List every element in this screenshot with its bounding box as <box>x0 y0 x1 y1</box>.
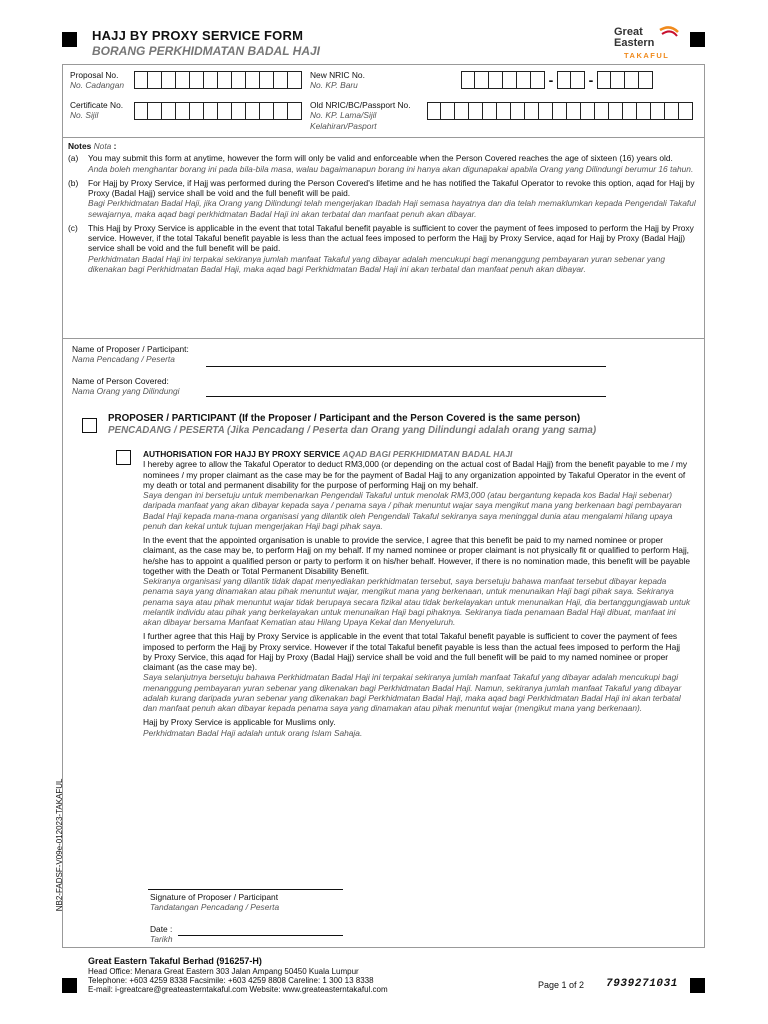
covered-name-label: Name of Person Covered: Nama Orang yang Dilindungi <box>72 376 180 397</box>
signature-label: Signature of Proposer / Participant Tandatangan Pencadang / Peserta <box>150 892 280 913</box>
form-title-my: BORANG PERKHIDMATAN BADAL HAJI <box>92 43 320 58</box>
authorisation-paragraph-3: I further agree that this Hajj by Proxy Service is applicable in the event that total Takaful benefit payable is sufficient to cover the payment of fees imposed to perform the Hajj by Proxy service. However if the total Takaful benefit payable is less than the actual fees imposed to perform the Hajj by Proxy Service, this aqad for Hajj by Proxy (Badal Hajj) service shall be void and the full benefit will be paid to my named nominee or proper claimant (as the case may be). Saya selanjutnya bersetuju bahawa Perkhidmatan Badal Haji ini terpakai sekiranya jumlah manfaat Takaful yang dibayar adalah mencukupi bagi menanggung pembayaran yuran sebenar yang dikenakan bagi Perkhidmatan Badal Haji. Namun, sekiranya jumlah manfaat Takaful yang dibayar adalah kurang daripada yuran sebenar yang dikenakan bagi Perkhidmatan Badal Haji, maka aqad bagi Perkhidmatan Badal Haji ini akan terbatal dan manfaat penuh akan dibayar kepada penama saya yang dinamakan atau pihak menuntut wajar (mengikut mana yang berkenaan). <box>143 631 682 713</box>
logo-text-eastern: Eastern <box>614 37 655 49</box>
note-item: (c) This Hajj by Proxy Service is applicable in the event that total Takaful benefit payable is sufficient to cover the payment of fees imposed to perform the Hajj by Proxy service. However, if the total Takaful benefit payable is less than the actual fees imposed to perform the Hajj by Proxy Service, aqad for Hajj by Proxy (Badal Hajj) service shall be void and the full benefit will be paid. Perkhidmatan Badal Haji ini terpakai sekiranya jumlah manfaat Takaful yang dibayar adalah mencukupi bagi menanggung pembayaran yuran sebenar yang dikenakan bagi Perkhidmatan Badal Haji, maka aqad bagi Perkhidmatan Badal Haji ini akan terbatal dan manfaat penuh akan dibayar. <box>68 222 694 274</box>
corner-mark-top-left <box>62 32 77 47</box>
proposer-name-label: Name of Proposer / Participant: Nama Pencadang / Peserta <box>72 344 189 365</box>
corner-mark-bottom-left <box>62 978 77 993</box>
authorisation-paragraph-4: Hajj by Proxy Service is applicable for Muslims only. Perkhidmatan Badal Haji adalah untuk orang Islam Sahaja. <box>143 717 363 738</box>
new-nric-label: New NRIC No. No. KP. Baru <box>310 70 365 91</box>
logo-text-takaful: TAKAFUL <box>624 51 670 60</box>
date-field[interactable] <box>178 935 343 936</box>
old-nric-input[interactable] <box>427 102 693 120</box>
footer-email: E-mail: i-greatcare@greateasterntakaful.com Website: www.greateasterntakaful.com <box>88 985 388 995</box>
date-label: Date : Tarikh <box>150 924 173 945</box>
logo-text-great: Great <box>614 26 643 38</box>
footer-company-info <box>88 956 528 995</box>
form-serial-number: 7939271031 <box>606 978 679 990</box>
authorisation-checkbox[interactable] <box>116 450 131 465</box>
certificate-no-label: Certificate No. No. Sijil <box>70 100 124 121</box>
page-number: Page 1 of 2 <box>538 980 585 990</box>
notes-divider <box>62 338 705 339</box>
nric-dash-2: - <box>588 72 594 88</box>
note-item: (b) For Hajj by Proxy Service, if Hajj was performed during the Person Covered's lifetime and he has notified the Takaful Operator to revoke this option, aqad for Hajj by Proxy (Badal Hajj) service shall be void and the full benefit will be paid. Bagi Perkhidmatan Badal Haji, jika Orang yang Dilindungi telah mengerjakan Ibadah Haji semasa hayatnya dan dia telah memaklumkan kepada Pengendali Takaful sewajarnya, maka aqad bagi perkhidmatan Badal Haji ini akan terbatal dan manfaat penuh akan dibayar. <box>68 177 696 219</box>
note-item: (a) You may submit this form at anytime, however the form will only be valid and enforceable when the Person Covered reaches the age of sixteen (16) years old. Anda boleh menghantar borang ini pada bila-bila masa, walau bagaimanapun borang ini hanya akan digunapakai apabila Orang yang Dilindungi berumur 16 tahun. <box>68 153 694 174</box>
proposer-section-title: PROPOSER / PARTICIPANT (If the Proposer / Participant and the Person Covered is the same person) PENCADANG / PESERTA (Jika Pencadang / Peserta dan Orang yang Dilindungi adalah orang yang sama) <box>108 413 597 436</box>
authorisation-title: AUTHORISATION FOR HAJJ BY PROXY SERVICE AQAD BAGI PERKHIDMATAN BADAL HAJI <box>143 449 513 459</box>
covered-name-field[interactable] <box>206 396 606 397</box>
great-eastern-logo <box>610 24 680 64</box>
footer-address: Head Office: Menara Great Eastern 303 Jalan Ampang 50450 Kuala Lumpur <box>88 966 359 976</box>
notes-heading: Notes Nota : <box>68 141 117 151</box>
form-code-vertical: NB2-FADSF-V09e-012023-TAKAFUL <box>55 778 65 912</box>
form-title-en: HAJJ BY PROXY SERVICE FORM <box>92 28 304 43</box>
authorisation-paragraph-2: In the event that the appointed organisation is unable to provide the service, I agree that this benefit be paid to my named nominee or proper claimant, as the case may be, to perform Hajj on my behalf. If my named nominee or proper claimant is not physically fit or qualified to perform Hajj, he/she has to appoint a qualified person or party to perform it on his/her behalf. However, if there is no nomination made, this benefit will be payable together with the Death or Total Permanent Disability Benefit. Sekiranya organisasi yang dilantik tidak dapat menyediakan perkhidmatan tersebut, saya bersetuju bahawa manfaat tersebut dibayar kepada penama saya yang dinamakan atau pihak menuntut wajar, mengikut mana yang berkenaan, untuk menunaikan Haji bagi pihak saya. Sekiranya penama saya atau pihak menuntut wajar tidak berupaya secara fizikal atau tidak berkelayakan untuk menunaikan Haji, dia bertanggungjawab untuk melantik individu atau pihak yang berkelayakan untuk menunaikan Haji bagi pihaknya. Sekiranya tiada penamaan Badal Haji dibuat, manfaat ini akan dibayar bersama Manfaat Kematian atau Hilang Upaya Kekal dan Menyeluruh. <box>143 535 691 627</box>
corner-mark-top-right <box>690 32 705 47</box>
old-nric-label: Old NRIC/BC/Passport No. No. KP. Lama/Sijil Kelahiran/Pasport <box>310 100 411 131</box>
form-title <box>92 28 320 58</box>
proposal-no-label: Proposal No. No. Cadangan <box>70 70 125 91</box>
proposer-name-field[interactable] <box>206 366 606 367</box>
footer-telephone: Telephone: +603 4259 8338 Facsimile: +603 4259 8808 Careline: 1 300 13 8338 <box>88 976 374 986</box>
authorisation-section <box>143 449 691 742</box>
signature-field[interactable] <box>148 889 343 890</box>
corner-mark-bottom-right <box>690 978 705 993</box>
proposer-checkbox[interactable] <box>82 418 97 433</box>
certificate-no-input[interactable] <box>134 102 302 120</box>
notes-section <box>68 141 698 274</box>
footer-company-name: Great Eastern Takaful Berhad (916257-H) <box>88 956 262 966</box>
authorisation-paragraph-1: I hereby agree to allow the Takaful Operator to deduct RM3,000 (or depending on the actual cost of Badal Hajj) from the benefit payable to me / my nominees / my proper claimant as the case may be for the payment of Badal Hajj to any organization appointed by Takaful Operator in the event of my death or total and permanent disability for the purpose of performing Hajj on my behalf. Saya dengan ini bersetuju untuk membenarkan Pengendali Takaful untuk menolak RM3,000 (atau bergantung kepada kos Badal Haji sebenar) daripada manfaat yang akan dibayar kepada saya / penama saya / pihak menuntut wajar saya mengikut mana yang berkenaan bagi pembayaran Badal Haji kepada mana-mana organisasi yang dilantik oleh Pengendali Takaful sekiranya saya meninggal dunia atau mengalami hilang upaya penuh dan kekal untuk tujuan mengerjakan Haji bagi pihak saya. <box>143 459 688 531</box>
new-nric-input[interactable] <box>461 71 653 89</box>
nric-dash-1: - <box>548 72 554 88</box>
proposal-no-input[interactable] <box>134 71 302 89</box>
